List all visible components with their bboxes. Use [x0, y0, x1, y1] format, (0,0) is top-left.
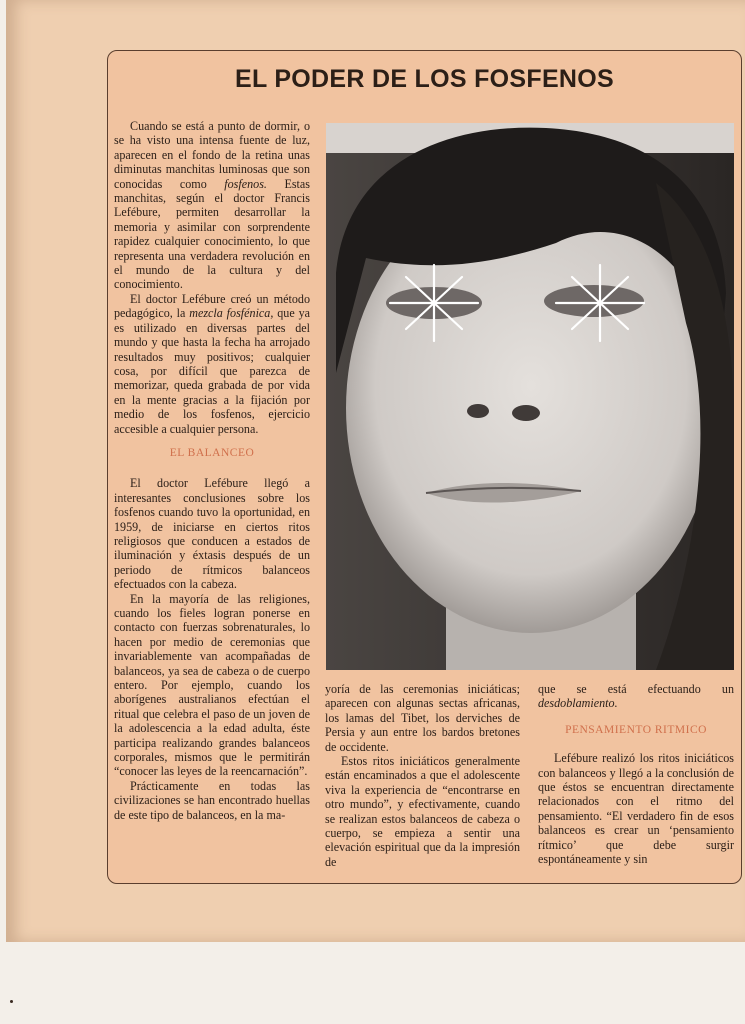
paragraph: Cuando se está a punto de dormir, o se ha visto una intensa fuente de luz, aparecen en el fondo de la retina unas diminutas manchitas luminosas que son conocidas como fosfenos. Estas manchitas, según el doctor Francis Lefébure, permiten desarrollar la memoria y asimilar con sorprendente rapidez cualquier conocimiento, lo que representa una verdadera revolución en el mundo de la cultura y del conocimiento. — [114, 119, 310, 292]
paragraph: que se está efectuando un desdoblamiento. — [538, 682, 734, 711]
paragraph: El doctor Lefébure creó un método pedagógico, la mezcla fosfénica, que ya es utilizado en diversas partes del mundo y que hasta la fecha ha arrojado resultados muy positivos; cualquier cosa, por difícil que parezca de memorizar, queda grabada de por vida en la mente gracias a la fijación por medio de los fosfenos, ejercicio accesible a cualquier persona. — [114, 291, 310, 436]
subheading-pensamiento: PENSAMIENTO RITMICO — [565, 723, 707, 736]
paper-speck — [10, 1000, 13, 1003]
portrait-photo — [326, 123, 734, 670]
article-box — [107, 50, 742, 884]
paragraph: El doctor Lefébure llegó a interesantes conclusiones sobre los fosfenos cuando tuvo la oportunidad, en 1959, de iniciarse en ciertos ritos religiosos que conducen a estados de iluminación y éxtasis después de un periodo de rítmicos balanceos efectuados con la cabeza. — [114, 476, 310, 592]
magazine-page — [6, 0, 745, 942]
paragraph: Lefébure realizó los ritos iniciáticos con balanceos y llegó a la conclusión de que éstos se encuentran directamente relacionados con el ritmo del pensamiento. “El verdadero fin de esos balanceos es crear un ‘pensamiento rítmico’ que debe surgir espontáneamente y sin — [538, 751, 734, 867]
column-2 — [325, 682, 520, 869]
star-sparkle-icon — [386, 263, 482, 343]
subheading-balanceo: EL BALANCEO — [169, 446, 255, 459]
column-1 — [114, 119, 310, 822]
paragraph: Estos ritos iniciáticos generalmente están encaminados a que el adolescente viva la experiencia de “encontrarse en otro mundo”, y efectivamente, cuando se realizan estos balanceos de cabeza o cuerpo, se empieza a sentir una elevación espiritual que da la impresión de — [325, 754, 520, 869]
paragraph: En la mayoría de las religiones, cuando los fieles logran ponerse en contacto con fuerzas sobrenaturales, lo hacen por medio de ceremonias que invariablemente van acompañadas de balanceos, ya sea de cabeza o de cuerpo entero. Por ejemplo, cuando los aborígenes australianos efectúan el ritual que celebra el paso de un joven de la adolescencia a la edad adulta, éste participa realizando grandes balanceos corporales, mismos que le permitirán “conocer las leyes de la reencarnación”. — [114, 591, 310, 779]
paragraph: yoría de las ceremonias iniciáticas; aparecen con algunas sectas africanas, los lamas del Tibet, los derviches de Persia y aun entre los bardos bretones de occidente. — [325, 682, 520, 754]
article-title: EL PODER DE LOS FOSFENOS — [234, 65, 614, 93]
star-sparkle-icon — [552, 263, 648, 343]
column-3 — [538, 682, 734, 866]
paragraph: Prácticamente en todas las civilizaciones se han encontrado huellas de este tipo de balanceos, en la ma- — [114, 778, 310, 822]
